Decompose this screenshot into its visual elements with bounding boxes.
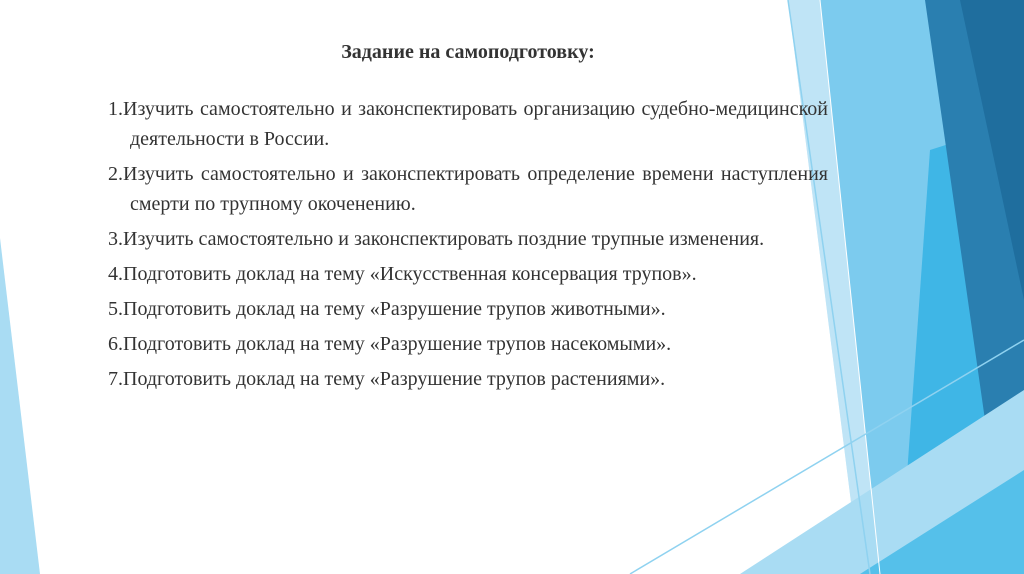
task-item-6: 6.Подготовить доклад на тему «Разрушение трупов насекомыми». bbox=[108, 333, 672, 355]
task-item-4: 4.Подготовить доклад на тему «Искусственная консервация трупов». bbox=[108, 263, 697, 285]
slide-content bbox=[108, 38, 828, 399]
left-accent-strip bbox=[0, 238, 40, 574]
task-item-3: 3.Изучить самостоятельно и законспектировать поздние трупные изменения. bbox=[108, 228, 765, 250]
task-list bbox=[108, 94, 828, 394]
task-item-5: 5.Подготовить доклад на тему «Разрушение трупов животными». bbox=[108, 298, 666, 320]
slide-title: Задание на самоподготовку: bbox=[341, 41, 595, 63]
task-item-1: 1.Изучить самостоятельно и законспектировать организацию судебно-медицинской деятельности в России. bbox=[108, 98, 828, 150]
task-item-7: 7.Подготовить доклад на тему «Разрушение трупов растениями». bbox=[108, 368, 666, 390]
task-item-2: 2.Изучить самостоятельно и законспектировать определение времени наступления смерти по трупному окоченению. bbox=[108, 163, 828, 215]
